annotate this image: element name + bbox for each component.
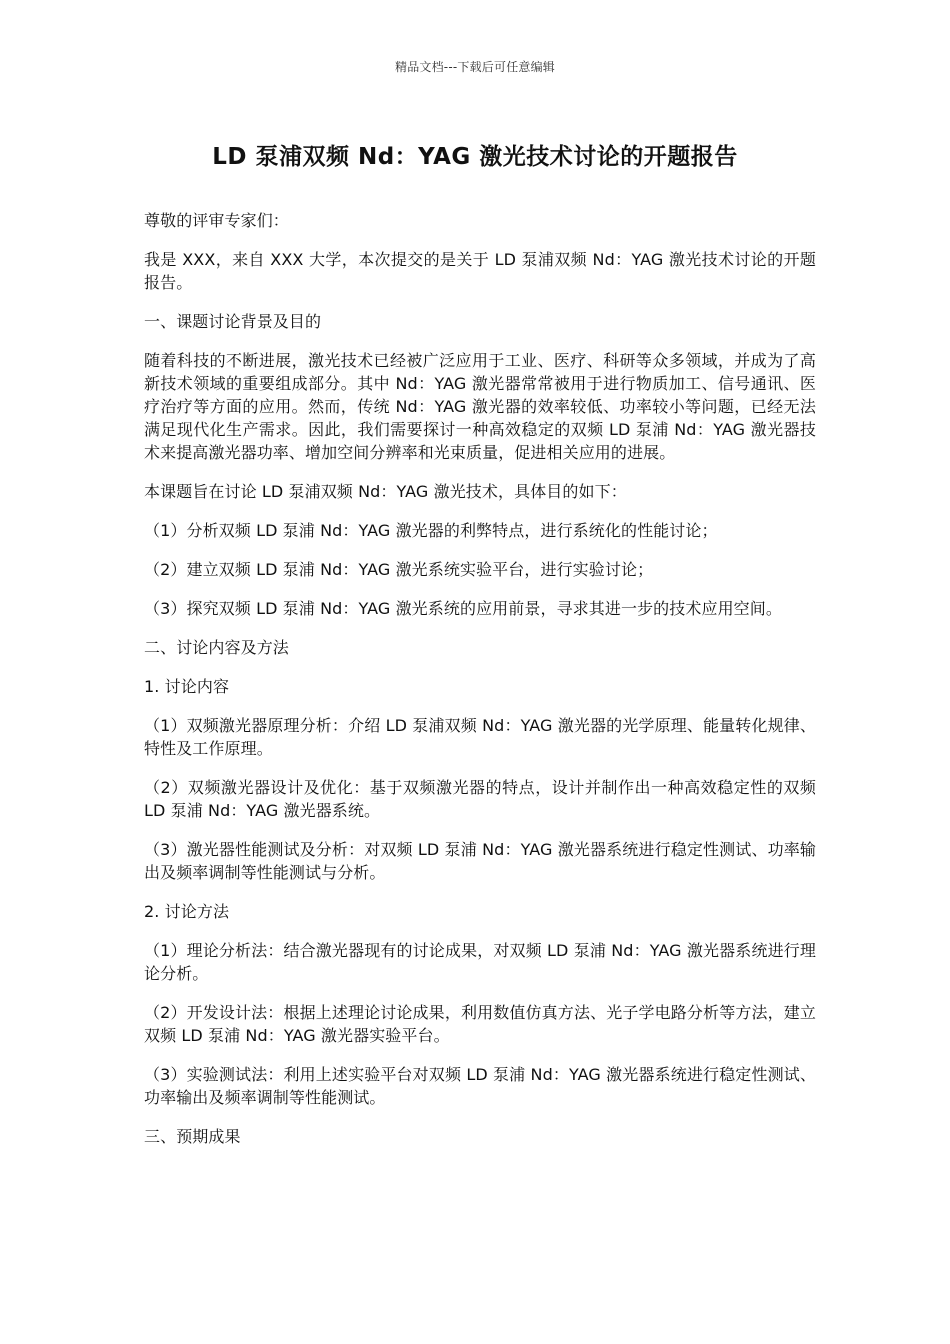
objective-item-3: （3）探究双频 LD 泵浦 Nd：YAG 激光系统的应用前景，寻求其进一步的技术应用空间。	[144, 599, 782, 618]
content-item-3: （3）激光器性能测试及分析：对双频 LD 泵浦 Nd：YAG 激光器系统进行稳定性测试、功率输出及频率调制等性能测试与分析。	[144, 840, 816, 882]
method-item-1: （1）理论分析法：结合激光器现有的讨论成果，对双频 LD 泵浦 Nd：YAG 激光器系统进行理论分析。	[144, 941, 816, 983]
objectives-intro: 本课题旨在讨论 LD 泵浦双频 Nd：YAG 激光技术，具体目的如下：	[144, 482, 627, 501]
section-heading-expected-results: 三、预期成果	[144, 1127, 241, 1146]
document-title: LD 泵浦双频 Nd：YAG 激光技术讨论的开题报告	[212, 144, 738, 170]
method-item-3: （3）实验测试法：利用上述实验平台对双频 LD 泵浦 Nd：YAG 激光器系统进行稳定性测试、功率输出及频率调制等性能测试。	[144, 1065, 816, 1107]
salutation: 尊敬的评审专家们：	[144, 211, 289, 230]
objective-item-1: （1）分析双频 LD 泵浦 Nd：YAG 激光器的利弊特点，进行系统化的性能讨论；	[144, 521, 718, 540]
header-note: 精品文档---下载后可任意编辑	[395, 60, 555, 74]
background-paragraph: 随着科技的不断进展，激光技术已经被广泛应用于工业、医疗、科研等众多领域，并成为了高新技术领域的重要组成部分。其中 Nd：YAG 激光器常常被用于进行物质加工、信号通讯、医疗治疗等方面的应用。然而，传统 Nd：YAG 激光器的效率较低、功率较小等问题，已经无法满足现代化生产需求。因此，我们需要探讨一种高效稳定的双频 LD 泵浦 Nd：YAG 激光器技术来提高激光器功率、增加空间分辨率和光束质量，促进相关应用的进展。	[144, 351, 816, 462]
document-body	[144, 209, 816, 1164]
objective-item-2: （2）建立双频 LD 泵浦 Nd：YAG 激光系统实验平台，进行实验讨论；	[144, 560, 654, 579]
content-item-2: （2）双频激光器设计及优化：基于双频激光器的特点，设计并制作出一种高效稳定性的双频 LD 泵浦 Nd：YAG 激光器系统。	[144, 778, 816, 820]
intro-paragraph: 我是 XXX，来自 XXX 大学，本次提交的是关于 LD 泵浦双频 Nd：YAG 激光技术讨论的开题报告。	[144, 250, 816, 292]
subheading-methods: 2. 讨论方法	[144, 902, 230, 921]
content-item-1: （1）双频激光器原理分析：介绍 LD 泵浦双频 Nd：YAG 激光器的光学原理、能量转化规律、特性及工作原理。	[144, 716, 816, 758]
subheading-content: 1. 讨论内容	[144, 677, 230, 696]
section-heading-background: 一、课题讨论背景及目的	[144, 312, 322, 331]
method-item-2: （2）开发设计法：根据上述理论讨论成果，利用数值仿真方法、光子学电路分析等方法，建立双频 LD 泵浦 Nd：YAG 激光器实验平台。	[144, 1003, 816, 1045]
section-heading-content-methods: 二、讨论内容及方法	[144, 638, 289, 657]
